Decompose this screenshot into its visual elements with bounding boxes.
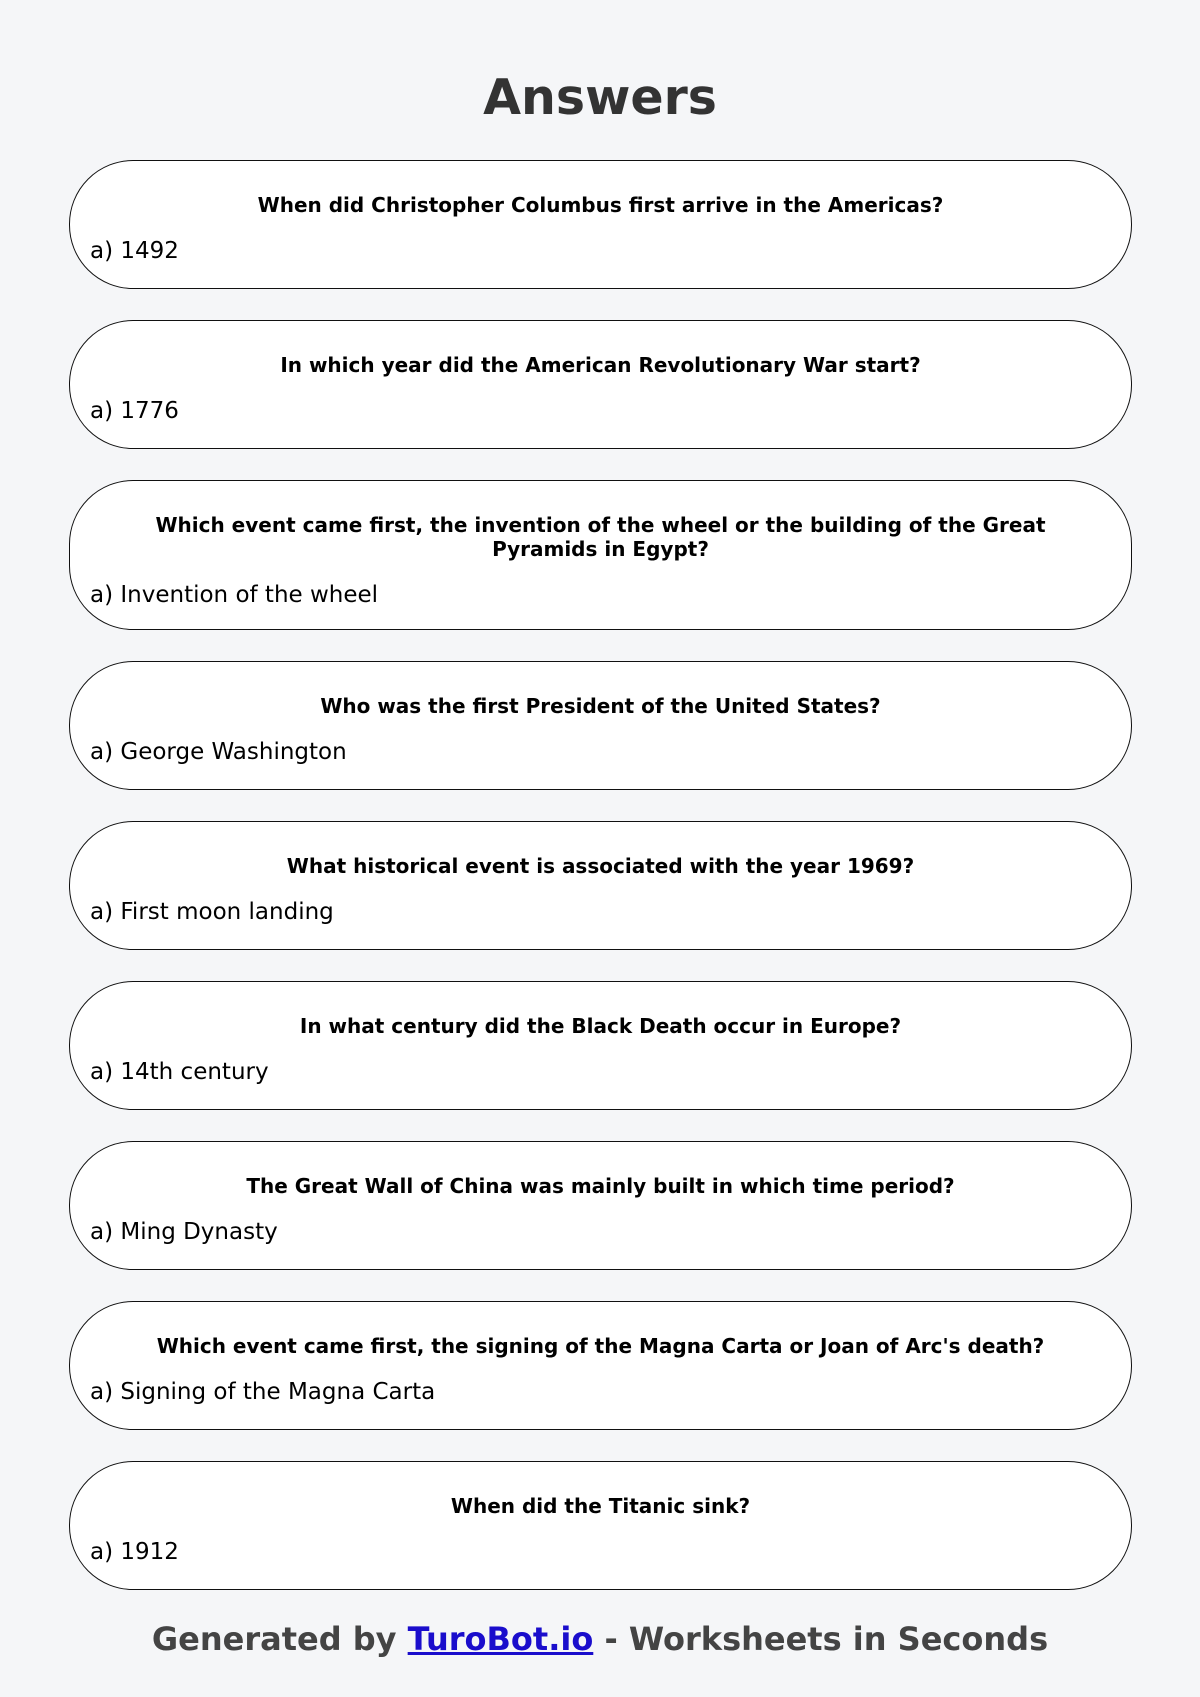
answer-text: a) Signing of the Magna Carta xyxy=(90,1379,436,1405)
answer-text: a) Invention of the wheel xyxy=(90,582,379,608)
answer-text: a) 14th century xyxy=(90,1059,269,1085)
answer-card xyxy=(69,821,1132,950)
question-text: Which event came first, the signing of the Magna Carta or Joan of Arc's death? xyxy=(156,1334,1045,1358)
question-text: The Great Wall of China was mainly built in which time period? xyxy=(246,1174,955,1198)
answer-card xyxy=(69,320,1132,449)
answer-text: a) First moon landing xyxy=(90,899,334,925)
answer-card xyxy=(69,981,1132,1110)
answer-text: a) 1492 xyxy=(90,238,179,264)
answer-card xyxy=(69,480,1132,630)
question-text: When did Christopher Columbus first arrive in the Americas? xyxy=(257,193,944,217)
answer-card xyxy=(69,1461,1132,1590)
question-text: In which year did the American Revolutionary War start? xyxy=(280,353,921,377)
question-text: When did the Titanic sink? xyxy=(450,1494,751,1518)
question-text: Which event came first, the invention of the wheel or the building of the Great Pyramids in Egypt? xyxy=(155,513,1046,561)
answer-card xyxy=(69,160,1132,289)
answer-text: a) 1776 xyxy=(90,398,179,424)
question-text: Who was the first President of the United States? xyxy=(320,694,881,718)
footer xyxy=(0,1617,1200,1661)
answer-card xyxy=(69,1141,1132,1270)
question-text: In what century did the Black Death occur in Europe? xyxy=(299,1014,902,1038)
turobot-link[interactable]: TuroBot.io xyxy=(407,1620,594,1658)
page-title: Answers xyxy=(483,69,717,126)
answer-list xyxy=(69,160,1132,1621)
footer-prefix: Generated by xyxy=(151,1620,408,1658)
answer-card xyxy=(69,661,1132,790)
question-text: What historical event is associated with the year 1969? xyxy=(286,854,915,878)
answer-text: a) Ming Dynasty xyxy=(90,1219,278,1245)
answer-text: a) 1912 xyxy=(90,1539,179,1565)
footer-suffix: - Worksheets in Seconds xyxy=(593,1620,1049,1658)
answer-card xyxy=(69,1301,1132,1430)
answer-text: a) George Washington xyxy=(90,739,347,765)
